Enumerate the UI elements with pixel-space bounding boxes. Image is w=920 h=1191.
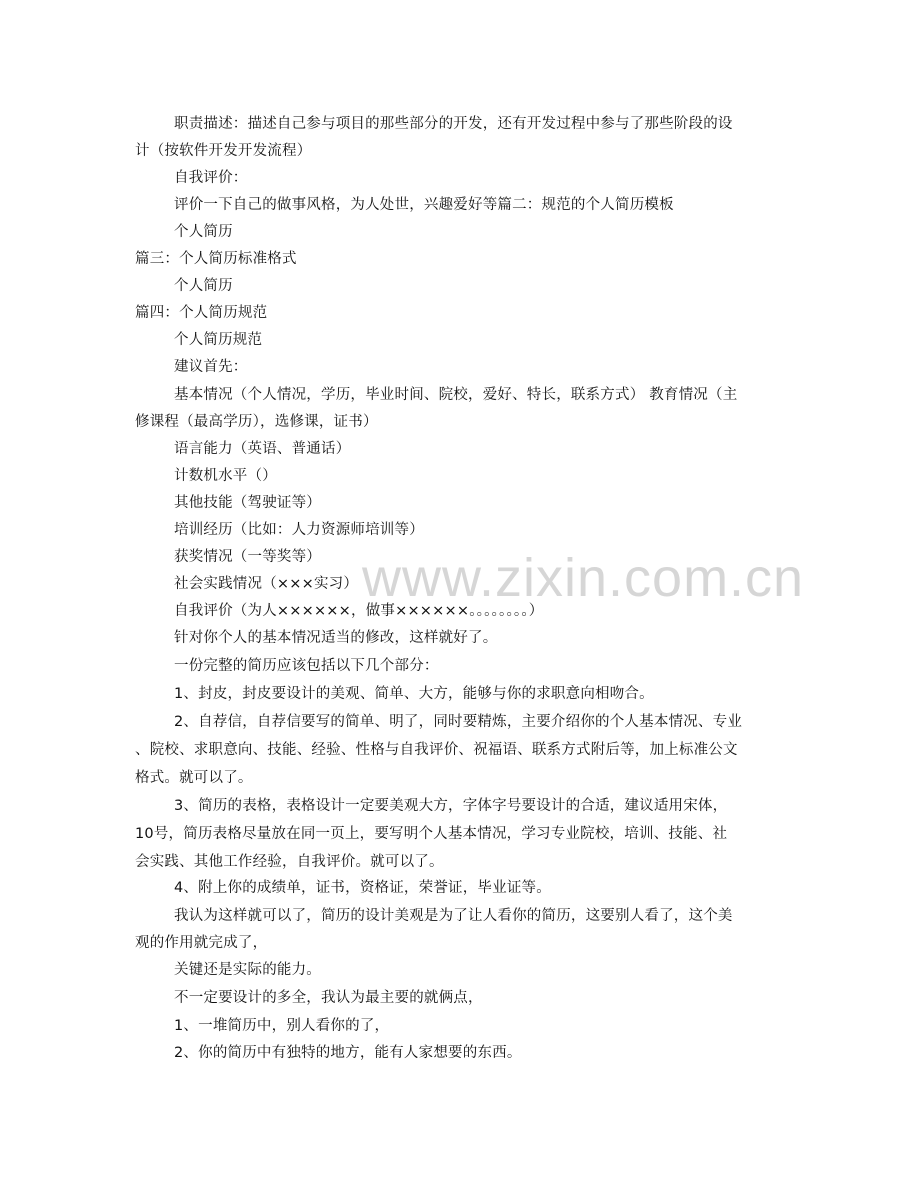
paragraph-line: 自我评价（为人××××××，做事××××××。。。。。。。。） bbox=[174, 603, 544, 619]
paragraph-line: 个人简历 bbox=[174, 224, 233, 240]
section-heading: 篇四：个人简历规范 bbox=[135, 305, 268, 321]
paragraph-line: 2、自荐信，自荐信要写的简单、明了，同时要精炼，主要介绍你的个人基本情况、专业 bbox=[174, 714, 743, 730]
paragraph-line: 会实践、其他工作经验，自我评价。就可以了。 bbox=[135, 854, 444, 870]
paragraph-line: 修课程（最高学历），选修课，证书） bbox=[135, 414, 378, 430]
paragraph-line: 10号，简历表格尽量放在同一页上，要写明个人基本情况，学习专业院校，培训、技能、社 bbox=[135, 826, 728, 842]
paragraph-line: 计数机水平（） bbox=[174, 468, 277, 484]
paragraph-line: 4、附上你的成绩单，证书，资格证，荣誉证，毕业证等。 bbox=[174, 880, 551, 896]
paragraph-line: 我认为这样就可以了，简历的设计美观是为了让人看你的简历，这要别人看了，这个美 bbox=[174, 908, 733, 924]
paragraph-line: 一份完整的简历应该包括以下几个部分： bbox=[174, 658, 439, 674]
paragraph-line: 2、你的简历中有独特的地方，能有人家想要的东西。 bbox=[174, 1045, 522, 1061]
paragraph-line: 、院校、求职意向、技能、经验、性格与自我评价、祝福语、联系方式附后等，加上标准公文 bbox=[135, 742, 738, 758]
paragraph-line: 个人简历 bbox=[174, 278, 233, 294]
paragraph-line: 1、一堆简历中，别人看你的了， bbox=[174, 1018, 390, 1034]
paragraph-line: 1、封皮，封皮要设计的美观、简单、大方，能够与你的求职意向相吻合。 bbox=[174, 686, 654, 702]
paragraph-line: 观的作用就完成了， bbox=[135, 935, 268, 951]
paragraph-line: 社会实践情况（×××实习） bbox=[174, 576, 359, 592]
paragraph-line: 关键还是实际的能力。 bbox=[174, 962, 321, 978]
paragraph-line: 针对你个人的基本情况适当的修改，这样就好了。 bbox=[174, 630, 498, 646]
paragraph-line: 其他技能（驾驶证等） bbox=[174, 495, 321, 511]
paragraph-line: 培训经历（比如：人力资源师培训等） bbox=[174, 522, 424, 538]
paragraph-line: 个人简历规范 bbox=[174, 332, 263, 348]
paragraph-line: 建议首先： bbox=[174, 359, 248, 375]
paragraph-line: 格式。就可以了。 bbox=[135, 770, 253, 786]
paragraph-line: 职责描述：描述自己参与项目的那些部分的开发，还有开发过程中参与了那些阶段的设 bbox=[174, 116, 733, 132]
paragraph-line: 3、简历的表格，表格设计一定要美观大方，字体字号要设计的合适，建议适用宋体， bbox=[174, 798, 728, 814]
section-heading: 篇三：个人简历标准格式 bbox=[135, 251, 297, 267]
paragraph-line: 获奖情况（一等奖等） bbox=[174, 549, 321, 565]
paragraph-line: 语言能力（英语、普通话） bbox=[174, 441, 351, 457]
paragraph-line: 不一定要设计的多全，我认为最主要的就俩点， bbox=[174, 990, 483, 1006]
paragraph-line: 自我评价： bbox=[174, 170, 248, 186]
paragraph-line: 计（按软件开发开发流程） bbox=[135, 143, 312, 159]
paragraph-line: 基本情况（个人情况，学历，毕业时间、院校，爱好、特长，联系方式） 教育情况（主 bbox=[174, 387, 738, 403]
paragraph-line: 评价一下自己的做事风格，为人处世，兴趣爱好等篇二：规范的个人简历模板 bbox=[174, 197, 674, 213]
watermark: www.zixin.com.cn bbox=[362, 548, 805, 608]
